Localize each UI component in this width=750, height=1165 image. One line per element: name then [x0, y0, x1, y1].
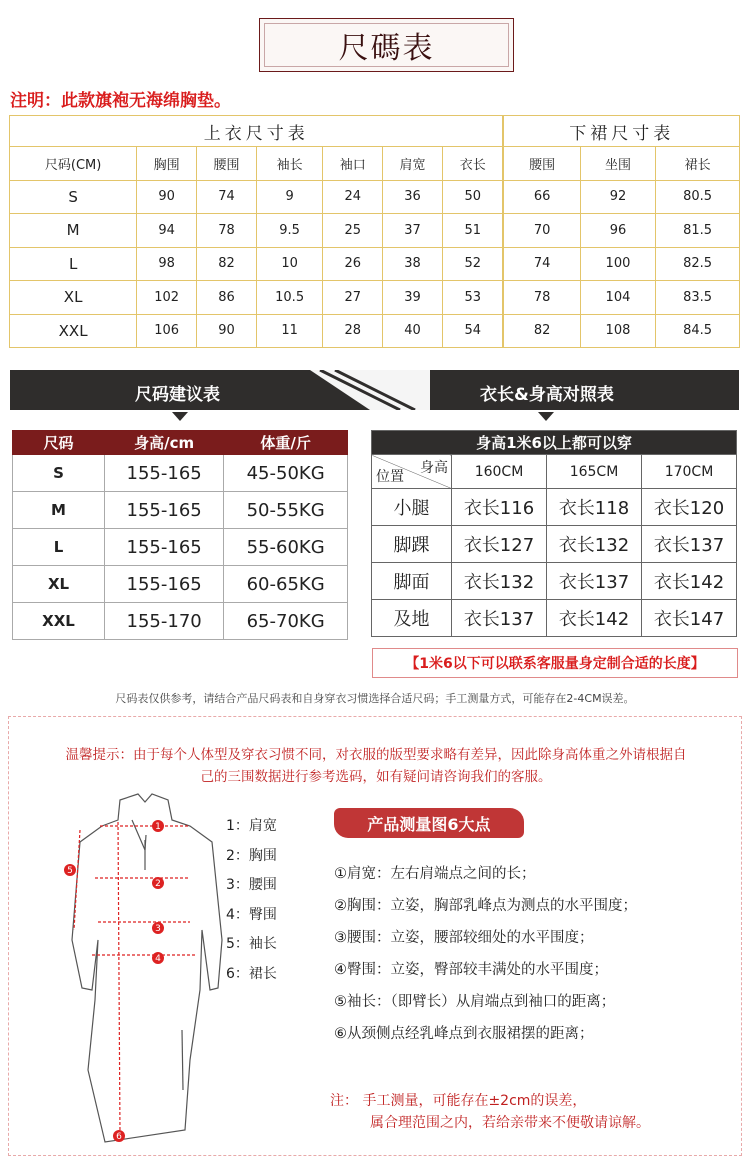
marker-6: 6	[116, 1132, 122, 1142]
table-row	[13, 603, 348, 640]
marker-3: 3	[155, 924, 161, 934]
recommend-table	[12, 430, 348, 640]
table-cell: 衣长127	[452, 526, 547, 563]
table-cell: 54	[442, 314, 503, 348]
size-col-header: 胸围	[137, 147, 197, 181]
table-cell: 39	[383, 281, 443, 315]
table-cell: 155-170	[105, 603, 224, 640]
table-cell: 50-55KG	[224, 492, 348, 529]
table-cell: 66	[503, 180, 580, 214]
arrow-down-icon	[172, 412, 188, 421]
table-cell: 82	[197, 247, 257, 281]
size-col-header: 腰围	[503, 147, 580, 181]
table-cell: 衣长137	[452, 600, 547, 637]
table-row	[10, 314, 740, 348]
tip	[20, 744, 732, 788]
table-cell: 92	[580, 180, 655, 214]
size-label: S	[10, 180, 137, 214]
skirt-size-header: 下裙尺寸表	[503, 116, 739, 147]
table-row	[13, 529, 348, 566]
table-cell: 78	[503, 281, 580, 315]
len-col-header: 170CM	[642, 455, 737, 489]
size-col-header: 肩宽	[383, 147, 443, 181]
table-row	[10, 281, 740, 315]
table-cell: 74	[503, 247, 580, 281]
table-cell: 衣长132	[452, 563, 547, 600]
rec-col-header: 身高/cm	[105, 431, 224, 455]
table-cell: 衣长116	[452, 489, 547, 526]
table-cell: 90	[197, 314, 257, 348]
length-table-header: 身高1米6以上都可以穿	[372, 431, 737, 455]
size-col-header: 袖长	[256, 147, 322, 181]
corner-top: 身高	[420, 460, 448, 476]
position-label: 及地	[372, 600, 452, 637]
steps-list	[334, 862, 637, 1054]
table-cell: 106	[137, 314, 197, 348]
legend-item: 2：胸围	[226, 847, 277, 864]
measure-pill: 产品测量图6大点	[334, 808, 524, 838]
corner-cell	[372, 455, 452, 489]
table-row	[10, 180, 740, 214]
table-row	[13, 566, 348, 603]
table-cell: 82	[503, 314, 580, 348]
table-cell: 83.5	[656, 281, 740, 315]
legend-item: 4：臀围	[226, 906, 277, 923]
len-col-header: 160CM	[452, 455, 547, 489]
disclaimer: 尺码表仅供参考，请结合产品尺码表和自身穿衣习惯选择合适尺码；手工测量方式，可能存在2-4CM误差。	[115, 692, 635, 705]
table-cell: 11	[256, 314, 322, 348]
table-cell: 100	[580, 247, 655, 281]
table-cell: 80.5	[656, 180, 740, 214]
table-row	[372, 563, 737, 600]
len-col-header: 165CM	[547, 455, 642, 489]
table-cell: 104	[580, 281, 655, 315]
step-item: ⑥从颈侧点经乳峰点到衣服裙摆的距离；	[334, 1026, 594, 1042]
table-cell: 90	[137, 180, 197, 214]
table-row	[13, 455, 348, 492]
size-label: M	[13, 492, 105, 529]
banner	[10, 370, 739, 410]
size-col-header: 衣长	[442, 147, 503, 181]
table-cell: 26	[323, 247, 383, 281]
table-row	[13, 492, 348, 529]
legend-list	[226, 815, 277, 992]
size-label: S	[13, 455, 105, 492]
arrow-down-icon	[538, 412, 554, 421]
marker-1: 1	[155, 822, 161, 832]
table-cell: 24	[323, 180, 383, 214]
page-title: 尺碼表	[338, 31, 435, 66]
table-cell: 衣长147	[642, 600, 737, 637]
legend-item: 6：裙长	[226, 965, 277, 982]
table-cell: 衣长142	[547, 600, 642, 637]
table-cell: 28	[323, 314, 383, 348]
legend-item: 1：肩宽	[226, 818, 277, 834]
custom-note: 【1米6以下可以联系客服量身定制合适的长度】	[372, 648, 738, 678]
rec-col-header: 体重/斤	[224, 431, 348, 455]
table-cell: 52	[442, 247, 503, 281]
size-label: XL	[13, 566, 105, 603]
size-label: L	[13, 529, 105, 566]
legend-item: 5：袖长	[226, 936, 277, 952]
table-cell: 9.5	[256, 214, 322, 248]
size-col-header: 腰围	[197, 147, 257, 181]
final-line-2: 属合理范围之内，若给亲带来不便敬请谅解。	[370, 1115, 650, 1131]
step-item: ④臀围：立姿，臀部较丰满处的水平围度；	[334, 962, 608, 978]
table-cell: 81.5	[656, 214, 740, 248]
final-note	[330, 1090, 650, 1134]
tip-line-2: 己的三围数据进行参考选码，如有疑问请咨询我们的客服。	[200, 769, 552, 785]
size-label: XXL	[10, 314, 137, 348]
table-cell: 36	[383, 180, 443, 214]
size-col-header: 尺码(CM)	[10, 147, 137, 181]
table-row	[372, 600, 737, 637]
table-cell: 9	[256, 180, 322, 214]
size-col-header: 袖口	[323, 147, 383, 181]
step-item: ②胸围：立姿，胸部乳峰点为测点的水平围度；	[334, 898, 637, 914]
banner-left-label: 尺码建议表	[135, 385, 220, 405]
size-label: M	[10, 214, 137, 248]
table-cell: 衣长118	[547, 489, 642, 526]
table-cell: 94	[137, 214, 197, 248]
table-cell: 74	[197, 180, 257, 214]
table-row	[10, 247, 740, 281]
table-cell: 155-165	[105, 455, 224, 492]
size-label: XXL	[13, 603, 105, 640]
table-cell: 51	[442, 214, 503, 248]
tip-line-1: 温馨提示：由于每个人体型及穿衣习惯不同，对衣服的版型要求略有差异，因此除身高体重之外请根据自	[65, 747, 687, 763]
corner-bottom: 位置	[376, 469, 404, 485]
table-cell: 衣长120	[642, 489, 737, 526]
qipao-figure	[50, 790, 240, 1150]
banner-stripe	[310, 370, 430, 410]
table-cell: 84.5	[656, 314, 740, 348]
table-cell: 82.5	[656, 247, 740, 281]
pad-note: 注明：此款旗袍无海绵胸垫。	[10, 91, 231, 111]
table-cell: 37	[383, 214, 443, 248]
table-cell: 96	[580, 214, 655, 248]
table-cell: 衣长137	[547, 563, 642, 600]
size-col-header: 裙长	[656, 147, 740, 181]
marker-5: 5	[67, 866, 73, 876]
top-size-header: 上衣尺寸表	[10, 116, 504, 147]
size-label: L	[10, 247, 137, 281]
table-row	[372, 526, 737, 563]
table-cell: 155-165	[105, 529, 224, 566]
table-cell: 60-65KG	[224, 566, 348, 603]
table-cell: 108	[580, 314, 655, 348]
table-cell: 10.5	[256, 281, 322, 315]
final-line-1: 注： 手工测量，可能存在±2cm的误差，	[330, 1093, 587, 1109]
table-cell: 衣长142	[642, 563, 737, 600]
marker-2: 2	[155, 879, 161, 889]
banner-right-label: 衣长&身高对照表	[480, 385, 614, 405]
table-cell: 25	[323, 214, 383, 248]
step-item: ③腰围：立姿，腰部较细处的水平围度；	[334, 930, 594, 946]
table-row	[10, 214, 740, 248]
table-cell: 55-60KG	[224, 529, 348, 566]
title-box	[259, 18, 514, 72]
table-cell: 53	[442, 281, 503, 315]
table-cell: 衣长137	[642, 526, 737, 563]
size-table	[9, 115, 740, 348]
table-cell: 38	[383, 247, 443, 281]
rec-col-header: 尺码	[13, 431, 105, 455]
table-cell: 86	[197, 281, 257, 315]
table-cell: 65-70KG	[224, 603, 348, 640]
table-cell: 98	[137, 247, 197, 281]
table-cell: 27	[323, 281, 383, 315]
size-label: XL	[10, 281, 137, 315]
size-col-header: 坐围	[580, 147, 655, 181]
legend-item: 3：腰围	[226, 877, 277, 893]
step-item: ⑤袖长：（即臂长）从肩端点到袖口的距离；	[334, 994, 616, 1010]
table-cell: 衣长132	[547, 526, 642, 563]
position-label: 脚踝	[372, 526, 452, 563]
table-cell: 40	[383, 314, 443, 348]
step-item: ①肩宽：左右肩端点之间的长；	[334, 866, 536, 882]
table-cell: 45-50KG	[224, 455, 348, 492]
table-cell: 155-165	[105, 566, 224, 603]
table-cell: 102	[137, 281, 197, 315]
table-cell: 78	[197, 214, 257, 248]
table-row	[372, 489, 737, 526]
table-cell: 10	[256, 247, 322, 281]
table-cell: 155-165	[105, 492, 224, 529]
table-cell: 50	[442, 180, 503, 214]
position-label: 小腿	[372, 489, 452, 526]
marker-4: 4	[155, 954, 161, 964]
table-cell: 70	[503, 214, 580, 248]
position-label: 脚面	[372, 563, 452, 600]
length-table	[371, 430, 737, 637]
